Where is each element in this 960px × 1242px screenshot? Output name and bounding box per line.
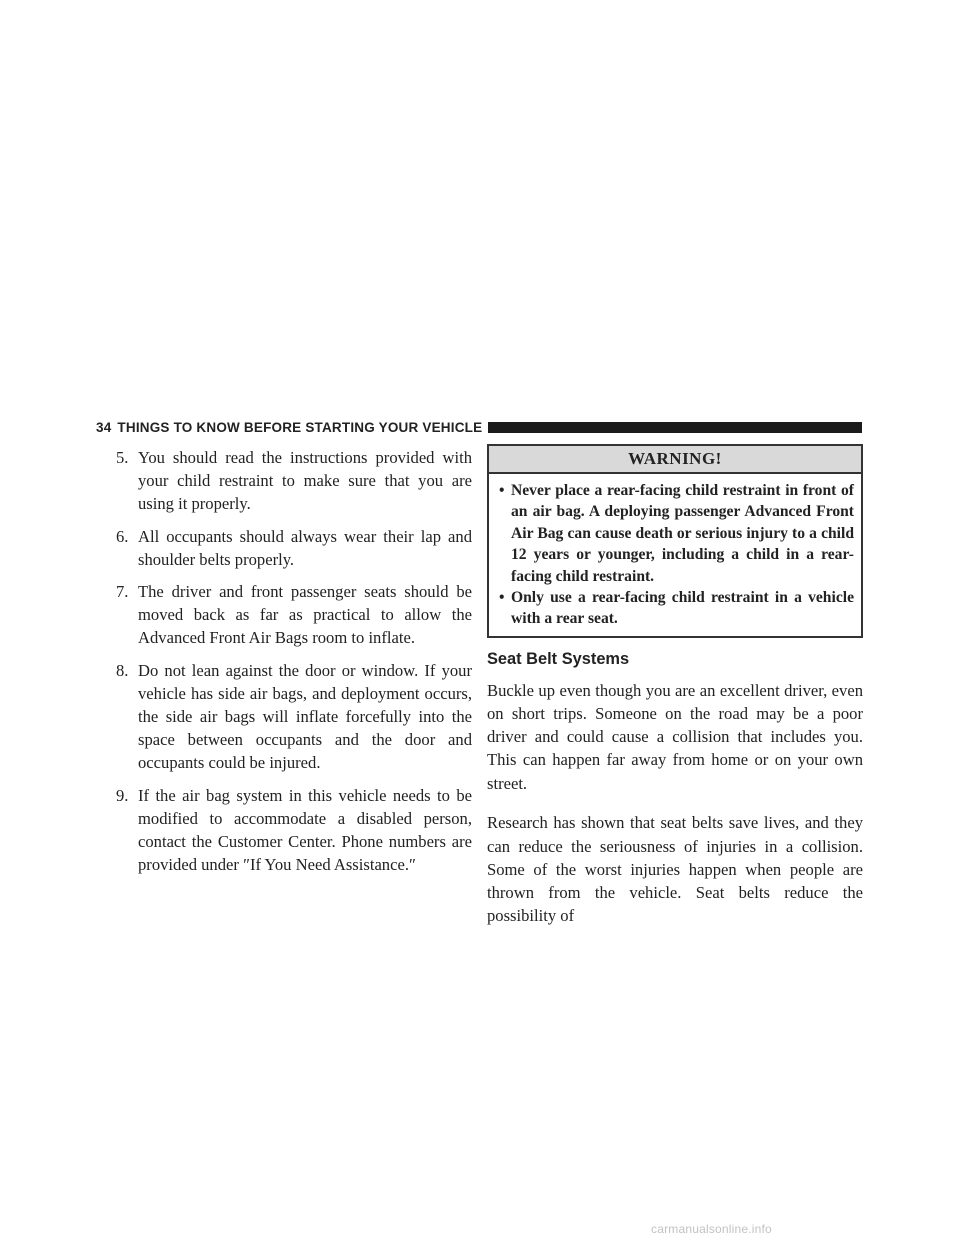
header-rule bbox=[488, 422, 862, 433]
list-item-text: If the air bag system in this vehicle needs to be modified to accommodate a disabled person, contact the Customer Center. Phone numbers are provided under ″If You Need Assistance.″ bbox=[138, 785, 472, 875]
list-item bbox=[116, 659, 472, 775]
list-item-number: 6. bbox=[116, 526, 129, 546]
list-item-text: Do not lean against the door or window. If your vehicle has side air bags, and deployment occurs, the side air bags will inflate forcefully into the space between occupants and the door and occupants could be injured. bbox=[138, 660, 472, 773]
warning-box bbox=[487, 444, 863, 638]
right-column bbox=[487, 444, 863, 944]
warning-body bbox=[489, 474, 861, 636]
list-item-number: 9. bbox=[116, 785, 129, 805]
list-item bbox=[116, 784, 472, 877]
bullet-icon: • bbox=[499, 589, 505, 607]
warning-title: WARNING! bbox=[489, 446, 861, 474]
list-item bbox=[116, 580, 472, 650]
list-item bbox=[116, 446, 472, 516]
paragraph: Research has shown that seat belts save lives, and they can reduce the seriousness of injuries in a collision. Some of the worst injuries happen when people are thrown from the vehicle. Seat belts reduce the possibility of bbox=[487, 813, 863, 926]
page-header bbox=[96, 416, 862, 438]
instruction-list bbox=[116, 446, 472, 885]
list-item-text: The driver and front passenger seats should be moved back as far as practical to allow the Advanced Front Air Bags room to inflate. bbox=[138, 582, 472, 648]
warning-item-text: Never place a rear-facing child restraint in front of an air bag. A deploying passenger Advanced Front Air Bag can cause death or serious injury to a child 12 years or younger, including a child in a rear-facing child restraint. bbox=[511, 482, 854, 585]
warning-item bbox=[499, 587, 854, 630]
page-number: 34 bbox=[96, 419, 112, 435]
bullet-icon: • bbox=[499, 482, 505, 499]
list-item bbox=[116, 525, 472, 571]
list-item-number: 7. bbox=[116, 582, 129, 602]
list-item-text: All occupants should always wear their lap and shoulder belts properly. bbox=[138, 526, 472, 569]
warning-item bbox=[499, 480, 854, 587]
list-item-number: 8. bbox=[116, 660, 129, 680]
warning-item-text: Only use a rear-facing child restraint in a vehicle with a rear seat. bbox=[511, 589, 854, 628]
list-item-number: 5. bbox=[116, 448, 129, 467]
list-item-text: You should read the instructions provided with your child restraint to make sure that you are using it properly. bbox=[138, 448, 472, 514]
watermark: carmanualsonline.info bbox=[651, 1222, 772, 1236]
seat-belt-heading: Seat Belt Systems bbox=[487, 649, 630, 668]
section-title: THINGS TO KNOW BEFORE STARTING YOUR VEHICLE bbox=[117, 419, 483, 435]
paragraph: Buckle up even though you are an excellent driver, even on short trips. Someone on the road may be a poor driver and could cause a collision that includes you. This can happen far away from home or on your own street. bbox=[487, 680, 863, 793]
